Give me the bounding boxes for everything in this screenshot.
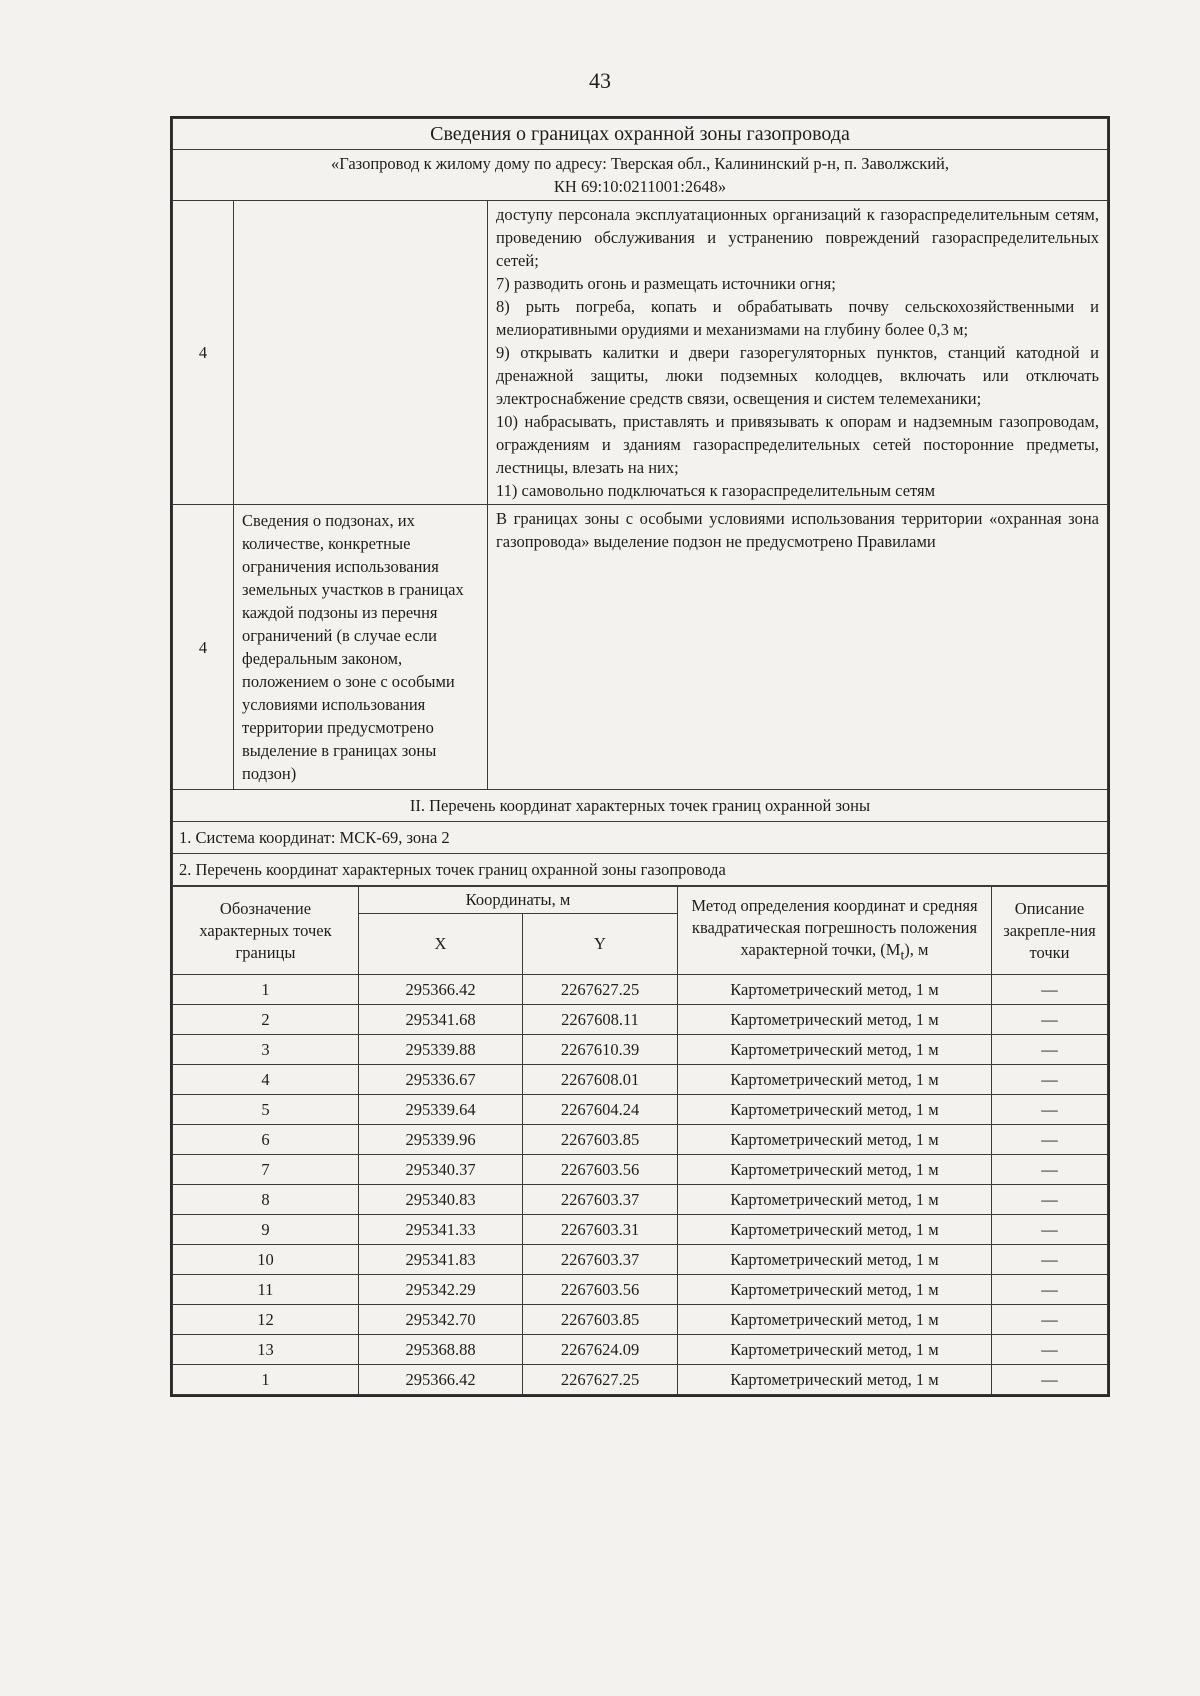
- coordinates-table: [172, 886, 1108, 1395]
- header-x: X: [359, 914, 523, 975]
- restriction-item: 8) рыть погреба, копать и обрабатывать почву сельскохозяйственными и мелиоративными орудиями и механизмами на глубину более 0,3 м;: [496, 297, 1099, 339]
- section-title: II. Перечень координат характерных точек границ охранной зоны: [173, 790, 1108, 822]
- point-method: Картометрический метод, 1 м: [678, 1215, 992, 1245]
- header-designation: Обозначение характерных точек границы: [173, 887, 359, 975]
- table-row: [173, 1245, 1108, 1275]
- point-y: 2267624.09: [523, 1335, 678, 1365]
- point-x: 295341.68: [359, 1005, 523, 1035]
- points-body: [173, 975, 1108, 1395]
- point-description: —: [992, 1245, 1108, 1275]
- point-method: Картометрический метод, 1 м: [678, 1335, 992, 1365]
- point-description: —: [992, 1215, 1108, 1245]
- table-row: [173, 1305, 1108, 1335]
- point-number: 13: [173, 1335, 359, 1365]
- point-number: 3: [173, 1035, 359, 1065]
- table-row: [173, 1275, 1108, 1305]
- zone-info-table: [172, 118, 1108, 886]
- header-method-sub: t: [900, 947, 905, 963]
- point-method: Картометрический метод, 1 м: [678, 1275, 992, 1305]
- subzones-label: Сведения о подзонах, их количестве, конкретные ограничения использования земельных участков в границах каждой подзоны из перечня ограничений (в случае если федеральным законом, положением о зоне с особыми условиями использования территории предусмотрено выделение в границах зоны подзон): [234, 505, 488, 790]
- object-name-line2: КН 69:10:0211001:2648»: [553, 177, 727, 196]
- point-method: Картометрический метод, 1 м: [678, 975, 992, 1005]
- point-y: 2267608.11: [523, 1005, 678, 1035]
- point-y: 2267608.01: [523, 1065, 678, 1095]
- point-x: 295341.33: [359, 1215, 523, 1245]
- point-description: —: [992, 1185, 1108, 1215]
- point-y: 2267603.85: [523, 1125, 678, 1155]
- point-description: —: [992, 1305, 1108, 1335]
- point-y: 2267603.31: [523, 1215, 678, 1245]
- point-number: 6: [173, 1125, 359, 1155]
- point-number: 10: [173, 1245, 359, 1275]
- coordinate-list-title: 2. Перечень координат характерных точек границ охранной зоны газопровода: [173, 854, 1108, 886]
- point-y: 2267603.37: [523, 1245, 678, 1275]
- zone-info-frame: [170, 116, 1110, 1397]
- point-x: 295366.42: [359, 975, 523, 1005]
- header-description: Описание закрепле-ния точки: [992, 887, 1108, 975]
- table-row: [173, 1065, 1108, 1095]
- restriction-item: доступу персонала эксплуатационных организаций к газораспределительным сетям, проведению обслуживания и устранению повреждений газораспределительных сетей;: [496, 205, 1099, 270]
- point-x: 295368.88: [359, 1335, 523, 1365]
- restriction-item: 10) набрасывать, приставлять и привязывать к опорам и надземным газопроводам, ограждениям и зданиям газораспределительных сетей посторонние предметы, лестницы, влезать на них;: [496, 412, 1099, 477]
- point-description: —: [992, 1005, 1108, 1035]
- table-row: [173, 1035, 1108, 1065]
- point-x: 295366.42: [359, 1365, 523, 1395]
- point-x: 295339.64: [359, 1095, 523, 1125]
- point-method: Картометрический метод, 1 м: [678, 1095, 992, 1125]
- point-number: 11: [173, 1275, 359, 1305]
- point-description: —: [992, 1155, 1108, 1185]
- point-x: 295339.96: [359, 1125, 523, 1155]
- point-method: Картометрический метод, 1 м: [678, 1125, 992, 1155]
- coordinate-system: 1. Система координат: МСК-69, зона 2: [173, 822, 1108, 854]
- point-y: 2267603.85: [523, 1305, 678, 1335]
- point-method: Картометрический метод, 1 м: [678, 1065, 992, 1095]
- point-description: —: [992, 1365, 1108, 1395]
- point-description: —: [992, 1035, 1108, 1065]
- object-name: [173, 150, 1108, 201]
- point-y: 2267603.56: [523, 1155, 678, 1185]
- restriction-item: 7) разводить огонь и размещать источники огня;: [496, 274, 836, 293]
- row-number: 4: [173, 505, 234, 790]
- point-number: 5: [173, 1095, 359, 1125]
- table-row: [173, 975, 1108, 1005]
- table-row: [173, 1125, 1108, 1155]
- point-method: Картометрический метод, 1 м: [678, 1035, 992, 1065]
- header-method-tail: ), м: [904, 939, 929, 959]
- table-row: [173, 1335, 1108, 1365]
- header-method-text: Метод определения координат и средняя квадратическая погрешность положения характерной точки, (M: [691, 895, 978, 959]
- point-number: 9: [173, 1215, 359, 1245]
- point-number: 1: [173, 975, 359, 1005]
- restrictions-text: [488, 201, 1108, 505]
- point-description: —: [992, 1065, 1108, 1095]
- point-x: 295342.70: [359, 1305, 523, 1335]
- point-method: Картометрический метод, 1 м: [678, 1365, 992, 1395]
- point-description: —: [992, 1335, 1108, 1365]
- point-number: 2: [173, 1005, 359, 1035]
- point-y: 2267604.24: [523, 1095, 678, 1125]
- point-y: 2267627.25: [523, 975, 678, 1005]
- table-row: [173, 1185, 1108, 1215]
- table-row: [173, 1215, 1108, 1245]
- row-label-empty: [234, 201, 488, 505]
- point-method: Картометрический метод, 1 м: [678, 1245, 992, 1275]
- point-method: Картометрический метод, 1 м: [678, 1185, 992, 1215]
- point-description: —: [992, 1275, 1108, 1305]
- point-description: —: [992, 1125, 1108, 1155]
- point-x: 295340.83: [359, 1185, 523, 1215]
- object-name-line1: «Газопровод к жилому дому по адресу: Тверская обл., Калининский р-н, п. Заволжский,: [330, 154, 950, 173]
- page-number: 43: [589, 68, 611, 93]
- header-method: [678, 887, 992, 975]
- point-number: 4: [173, 1065, 359, 1095]
- point-number: 8: [173, 1185, 359, 1215]
- table-row: [173, 1155, 1108, 1185]
- point-x: 295336.67: [359, 1065, 523, 1095]
- point-y: 2267610.39: [523, 1035, 678, 1065]
- document-title: Сведения о границах охранной зоны газопровода: [173, 119, 1108, 150]
- restriction-item: 9) открывать калитки и двери газорегуляторных пунктов, станций катодной и дренажной защиты, люки подземных колодцев, включать или отключать электроснабжение средств связи, освещения и систем телемеханики;: [496, 343, 1099, 408]
- row-number: 4: [173, 201, 234, 505]
- point-description: —: [992, 1095, 1108, 1125]
- subzones-value: В границах зоны с особыми условиями использования территории «охранная зона газопровода» выделение подзон не предусмотрено Правилами: [488, 505, 1108, 790]
- point-x: 295340.37: [359, 1155, 523, 1185]
- point-method: Картометрический метод, 1 м: [678, 1005, 992, 1035]
- table-row: [173, 1095, 1108, 1125]
- header-coordinates: Координаты, м: [359, 887, 678, 914]
- point-number: 12: [173, 1305, 359, 1335]
- restriction-item: 11) самовольно подключаться к газораспределительным сетям: [496, 481, 936, 500]
- table-row: [173, 1005, 1108, 1035]
- point-method: Картометрический метод, 1 м: [678, 1305, 992, 1335]
- point-description: —: [992, 975, 1108, 1005]
- point-y: 2267603.37: [523, 1185, 678, 1215]
- point-number: 1: [173, 1365, 359, 1395]
- header-y: Y: [523, 914, 678, 975]
- table-row: [173, 1365, 1108, 1395]
- point-y: 2267627.25: [523, 1365, 678, 1395]
- point-method: Картометрический метод, 1 м: [678, 1155, 992, 1185]
- point-x: 295339.88: [359, 1035, 523, 1065]
- point-x: 295342.29: [359, 1275, 523, 1305]
- point-y: 2267603.56: [523, 1275, 678, 1305]
- point-number: 7: [173, 1155, 359, 1185]
- point-x: 295341.83: [359, 1245, 523, 1275]
